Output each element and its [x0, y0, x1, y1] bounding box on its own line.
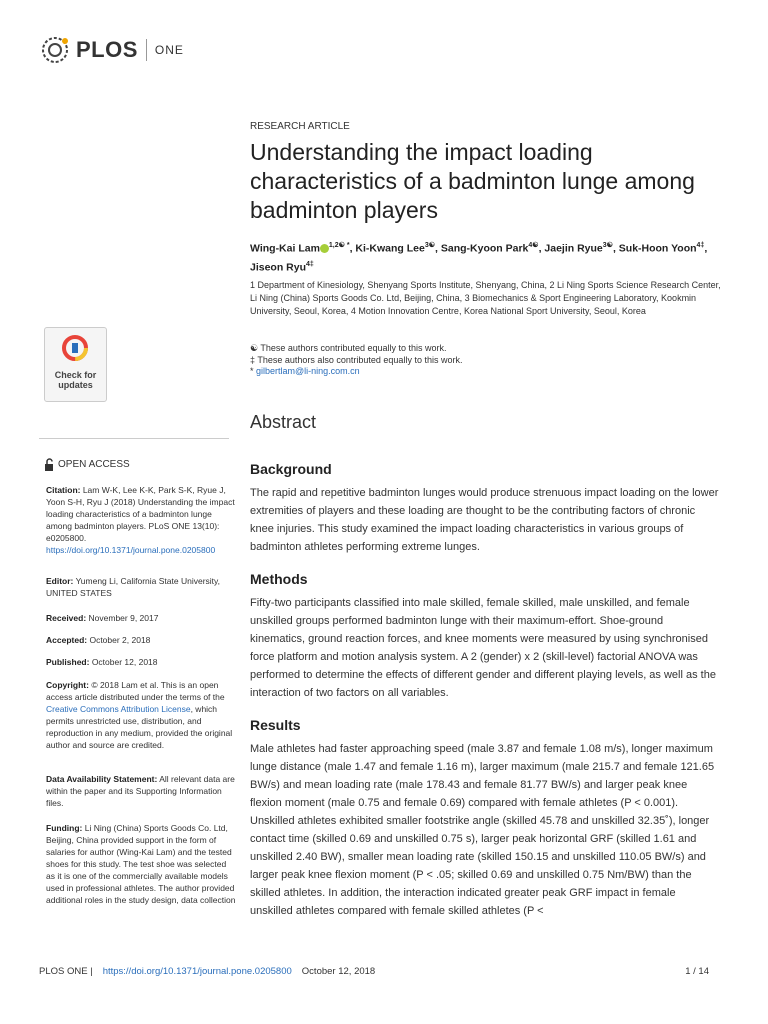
abstract-heading: Abstract	[250, 412, 317, 432]
funding: Funding: Li Ning (China) Sports Goods Co. Ltd, Beijing, China provided support in the form of salaries for author (Wing-Kai Lam) and the tested shoes for this study. The test shoe was selected as it is one of the commercially available models used in professional athletes. The author provided additional roles in the study design, data collection	[46, 823, 236, 905]
citation-doi-link[interactable]: https://doi.org/10.1371/journal.pone.0205800	[46, 545, 216, 555]
logo-divider	[146, 39, 147, 61]
update-ring-icon	[61, 334, 89, 362]
background-heading: Background	[250, 461, 332, 477]
author-name[interactable]: , Sang-Kyoon Park	[435, 242, 529, 255]
author-affil: 3☯	[602, 242, 613, 249]
orcid-icon[interactable]	[320, 244, 329, 253]
background-text: The rapid and repetitive badminton lunges would produce strenuous impact loading on the lower extremities of players and these loading are thought to be the contributing factors of chronic knee injuries. This study examined the impact loading characteristics in various groups of badminton athletes performing extreme lunges.	[250, 487, 719, 553]
page-footer	[39, 966, 709, 977]
check-for-updates-badge[interactable]	[44, 327, 107, 402]
footer-doi-link[interactable]: https://doi.org/10.1371/journal.pone.0205800	[102, 966, 292, 977]
email-link[interactable]: gilbertlam@li-ning.com.cn	[256, 366, 360, 376]
brand-name: PLOS	[76, 37, 138, 62]
editor: Editor: Yumeng Li, California State University, UNITED STATES	[46, 576, 221, 598]
copyright: Copyright: © 2018 Lam et al. This is an open access article distributed under the terms of the Creative Commons Attribution License, which permits unrestricted use, distribution, and reproduction in any medium, provided the original author and source are credited.	[46, 680, 233, 750]
journal-name: ONE	[154, 43, 184, 57]
author-affil: 4☯	[528, 242, 539, 249]
published-date: Published: October 12, 2018	[46, 657, 158, 667]
affiliations: 1 Department of Kinesiology, Shenyang Sports Institute, Shenyang, China, 2 Li Ning Sports Science Research Center, Li Ning (China) Sports Goods Co. Ltd, Beijing, China, 3 Biomechanics & Sport Engineering Laboratory, Kookmin University, Seoul, Korea, 4 Motion Innovation Centre, Korea National Sport University, Seoul, Korea	[250, 280, 721, 316]
author-affil: 4‡	[306, 260, 314, 268]
data-availability: Data Availability Statement: All relevant data are within the paper and its Supporting Information files.	[46, 774, 235, 808]
author-name[interactable]: , Suk-Hoon Yoon	[612, 242, 697, 255]
equal-contrib-note: ☯ These authors contributed equally to this work.	[250, 343, 447, 353]
open-lock-icon	[44, 458, 54, 471]
received-date: Received: November 9, 2017	[46, 613, 159, 623]
footer-journal: PLOS ONE |	[39, 966, 93, 977]
results-heading: Results	[250, 717, 301, 733]
license-link[interactable]: Creative Commons Attribution License	[46, 704, 191, 714]
open-access-label: OPEN ACCESS	[44, 458, 130, 471]
citation: Citation: Lam W-K, Lee K-K, Park S-K, Ryue J, Yoon S-H, Ryu J (2018) Understanding the impact loading characteristics of a badminton lunge among badminton players. PLoS ONE 13(10): e0205800. https://doi.org/10.1371/journal.pone.0205800	[46, 485, 235, 555]
author-name[interactable]: , Ki-Kwang Lee	[349, 242, 425, 255]
page-number: 1 / 14	[685, 966, 709, 977]
author-name[interactable]: Wing-Kai Lam	[250, 242, 320, 255]
methods-heading: Methods	[250, 571, 308, 587]
article-type: RESEARCH ARTICLE	[250, 121, 350, 132]
journal-logo[interactable]	[38, 30, 184, 70]
sidebar-divider	[39, 438, 229, 439]
author-name[interactable]: , Jiseon Ryu	[250, 242, 708, 273]
footer-date: October 12, 2018	[301, 966, 376, 977]
article-title: Understanding the impact loading characteristics of a badminton lunge among badminton players	[250, 139, 695, 223]
results-text: Male athletes had faster approaching speed (male 3.87 and female 1.08 m/s), longer maximum lunge distance (male 1.47 and female 1.16 m), larger maximum (male 215.7 and female 121.65 BW/s) and mean loading rate (male 178.43 and female 81.77 BW/s) and larger peak knee flexion moment (male 0.75 and female 0.69) compared with female athletes (P < 0.001). Unskilled athletes exhibited smaller footstrike angle (skilled 45.78 and unskilled 32.35˚), longer contact time (skilled 0.69 and unskilled 0.75 s), larger peak horizontal GRF (skilled 1.61 and unskilled 2.40 BW), smaller mean loading rate (skilled 150.15 and unskilled 110.05 BW/s) and larger peak knee flexion moment (P < .05; skilled 0.69 and unskilled 0.75 Nm/BW) than the skilled athletes. In addition, the interaction indicated greater peak GRF impact in female unskilled athletes compared with female skilled athletes (P <	[250, 743, 715, 917]
also-contrib-note: ‡ These authors also contributed equally to this work.	[250, 354, 463, 365]
plos-logo-icon	[38, 33, 72, 67]
author-notes	[250, 343, 720, 378]
author-affil: 1,2☯ *	[328, 242, 350, 249]
accepted-date: Accepted: October 2, 2018	[46, 635, 151, 645]
author-name[interactable]: , Jaejin Ryue	[538, 242, 603, 255]
corresponding-note: * gilbertlam@li-ning.com.cn	[250, 366, 360, 376]
methods-text: Fifty-two participants classified into male skilled, female skilled, male unskilled, and female unskilled groups performed badminton lunge with their maximum-effort. Shoe-ground kinematics, ground reaction forces, and knee moments were measured by using synchronised force platform and motion analysis system. A 2 (gender) x 2 (skill-level) factorial ANOVA was performed to determine the effects of different gender and different playing levels, as well as the interaction of two factors on all variables.	[250, 597, 716, 699]
author-list	[250, 238, 710, 275]
badge-label: Check for updates	[54, 370, 97, 390]
author-affil: 4‡	[696, 242, 705, 249]
author-affil: 3☯	[424, 242, 436, 249]
